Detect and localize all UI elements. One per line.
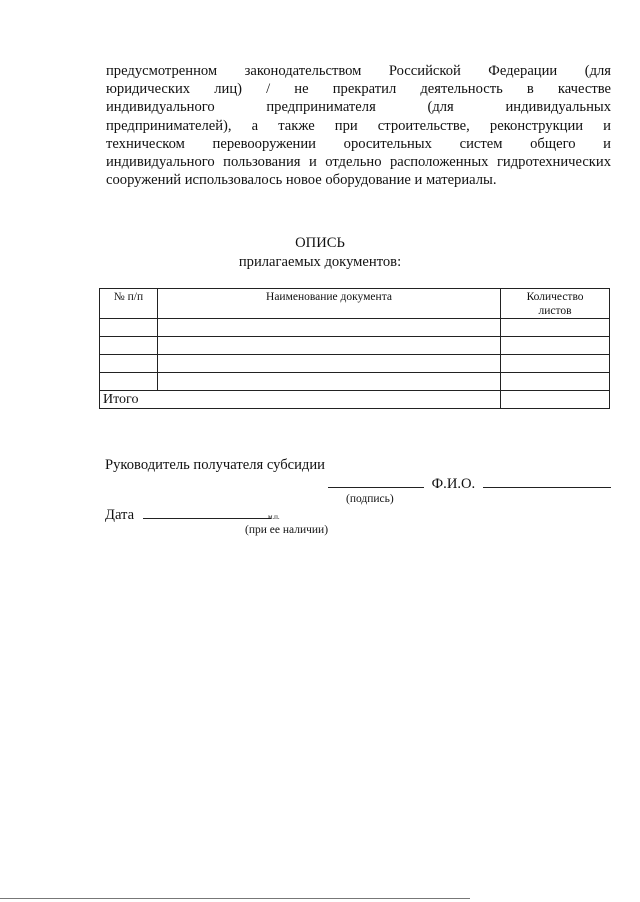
signature-caption: (подпись) [346, 493, 394, 505]
inventory-title: ОПИСЬ [295, 235, 345, 251]
fio-line [483, 487, 611, 488]
table-row [100, 319, 610, 337]
documents-table [99, 288, 610, 409]
paragraph-line: предпринимателей), а также при строительстве, реконструкции и [106, 117, 611, 134]
table-row [100, 355, 610, 373]
total-row [100, 391, 610, 409]
body-paragraph [106, 62, 611, 189]
table-row [100, 337, 610, 355]
paragraph-line: индивидуального пользования и отдельно расположенных гидротехнических [106, 154, 611, 171]
table-cell [100, 373, 158, 391]
inventory-subtitle: прилагаемых документов: [238, 254, 402, 270]
page-bottom-rule [0, 898, 470, 899]
fio-label: Ф.И.О. [431, 476, 476, 492]
table-cell [157, 337, 500, 355]
paragraph-line: юридических лиц) / не прекратил деятельность в качестве [106, 81, 611, 98]
signature-line [328, 487, 424, 488]
table-cell [501, 373, 610, 391]
table-cell [501, 319, 610, 337]
paragraph-line: сооружений использовалось новое оборудование и материалы. [106, 172, 497, 189]
header-count-line2: листов [538, 305, 572, 317]
table-row [100, 373, 610, 391]
table-cell [100, 355, 158, 373]
header-sheet-count [501, 289, 610, 319]
head-label: Руководитель получателя субсидии [105, 457, 325, 473]
table-cell [100, 337, 158, 355]
header-document-name: Наименование документа [157, 289, 500, 319]
date-line [143, 518, 271, 519]
stamp-caption: (при ее наличии) [245, 524, 329, 536]
date-row [105, 507, 271, 524]
table-cell [501, 337, 610, 355]
paragraph-line: индивидуального предпринимателя (для индивидуальных [106, 99, 611, 116]
signature-line-row [328, 476, 611, 493]
table-cell [157, 373, 500, 391]
table-cell [157, 319, 500, 337]
header-count-line1: Количество [526, 291, 584, 303]
table-cell [157, 355, 500, 373]
stamp-label: м.п. [268, 513, 280, 521]
paragraph-line: техническом перевооружении оросительных систем общего и [106, 135, 611, 152]
table-cell [501, 355, 610, 373]
date-label: Дата [105, 507, 135, 523]
total-value-cell [501, 391, 610, 409]
total-label: Итого [100, 391, 501, 409]
paragraph-line: предусмотренном законодательством Российской Федерации (для [106, 63, 611, 79]
header-number: № п/п [100, 289, 158, 319]
table-cell [100, 319, 158, 337]
table-header-row [100, 289, 610, 319]
